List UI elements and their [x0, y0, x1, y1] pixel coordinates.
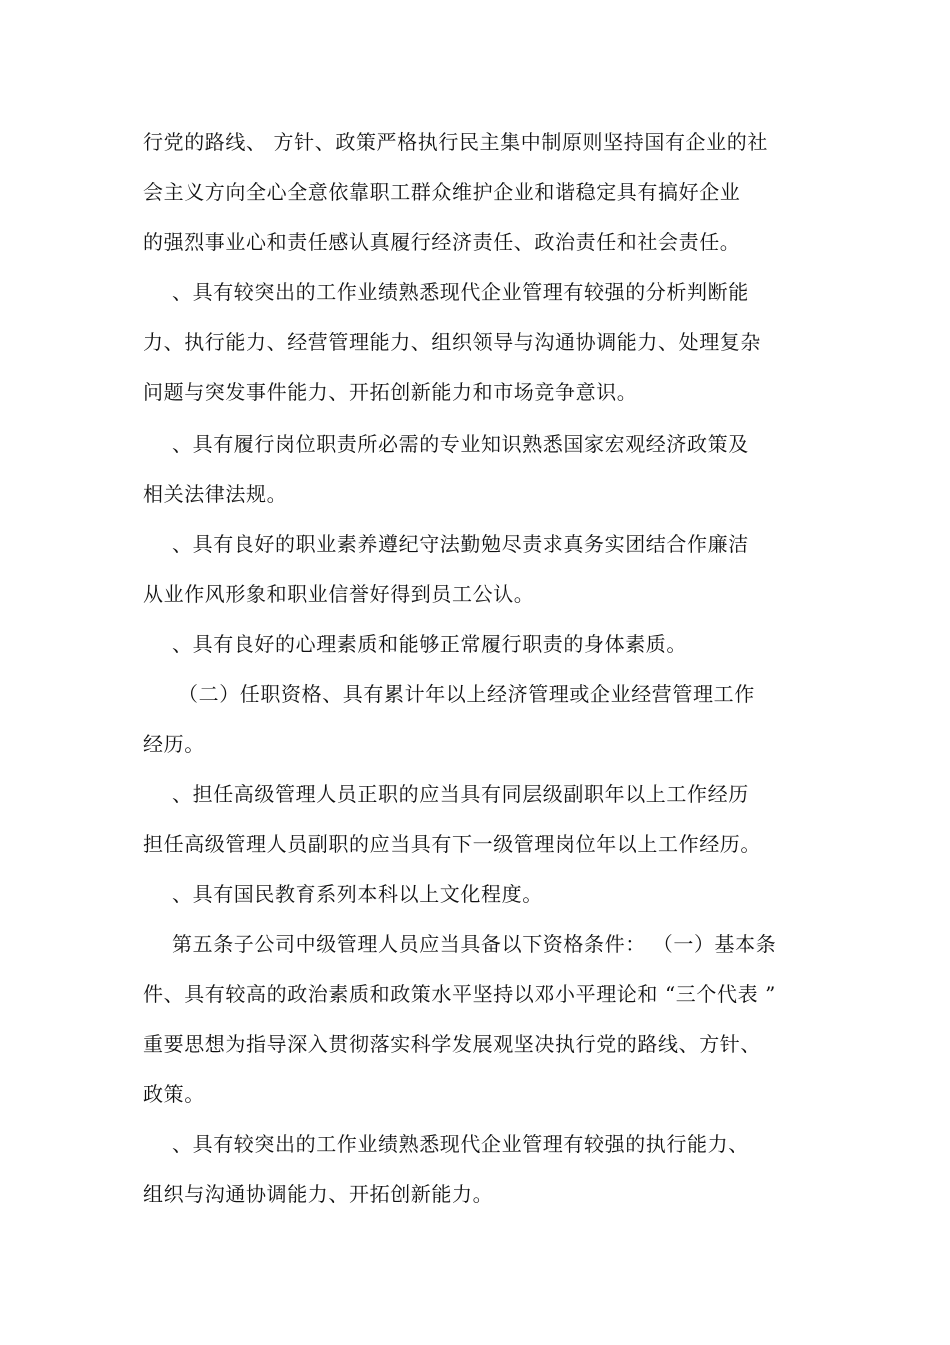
text-line-16: 、具有国民教育系列本科以上文化程度。 — [172, 882, 543, 906]
text-line-18: 件、具有较高的政治素质和政策水平坚持以邓小平理论和 “三个代表 ” — [143, 982, 776, 1006]
text-line-4: 、具有较突出的工作业绩熟悉现代企业管理有较强的分析判断能 — [172, 280, 749, 304]
text-line-7: 、具有履行岗位职责所必需的专业知识熟悉国家宏观经济政策及 — [172, 432, 749, 456]
text-line-12: （二）任职资格、具有累计年以上经济管理或企业经营管理工作 — [178, 682, 755, 706]
text-line-13: 经历。 — [143, 732, 205, 756]
text-line-22: 组织与沟通协调能力、开拓创新能力。 — [143, 1182, 494, 1206]
text-line-10: 从业作风形象和职业信誉好得到员工公认。 — [143, 582, 535, 606]
text-line-6: 问题与突发事件能力、开拓创新能力和市场竞争意识。 — [143, 380, 638, 404]
text-line-1: 行党的路线、 方针、政策严格执行民主集中制原则坚持国有企业的社 — [143, 130, 768, 154]
text-line-15: 担任高级管理人员副职的应当具有下一级管理岗位年以上工作经历。 — [143, 832, 761, 856]
text-line-19: 重要思想为指导深入贯彻落实科学发展观坚决执行党的路线、方针、 — [143, 1032, 761, 1056]
text-line-3: 的强烈事业心和责任感认真履行经济责任、政治责任和社会责任。 — [143, 230, 741, 254]
text-line-8: 相关法律法规。 — [143, 482, 288, 506]
text-line-11: 、具有良好的心理素质和能够正常履行职责的身体素质。 — [172, 632, 687, 656]
text-line-20: 政策。 — [143, 1082, 205, 1106]
text-line-17: 第五条子公司中级管理人员应当具备以下资格条件： （一）基本条 — [172, 932, 777, 956]
text-line-21: 、具有较突出的工作业绩熟悉现代企业管理有较强的执行能力、 — [172, 1132, 749, 1156]
text-line-9: 、具有良好的职业素养遵纪守法勤勉尽责求真务实团结合作廉洁 — [172, 532, 749, 556]
text-line-14: 、担任高级管理人员正职的应当具有同层级副职年以上工作经历 — [172, 782, 749, 806]
text-line-2: 会主义方向全心全意依靠职工群众维护企业和谐稳定具有搞好企业 — [143, 180, 741, 204]
text-line-5: 力、执行能力、经营管理能力、组织领导与沟通协调能力、处理复杂 — [143, 330, 761, 354]
